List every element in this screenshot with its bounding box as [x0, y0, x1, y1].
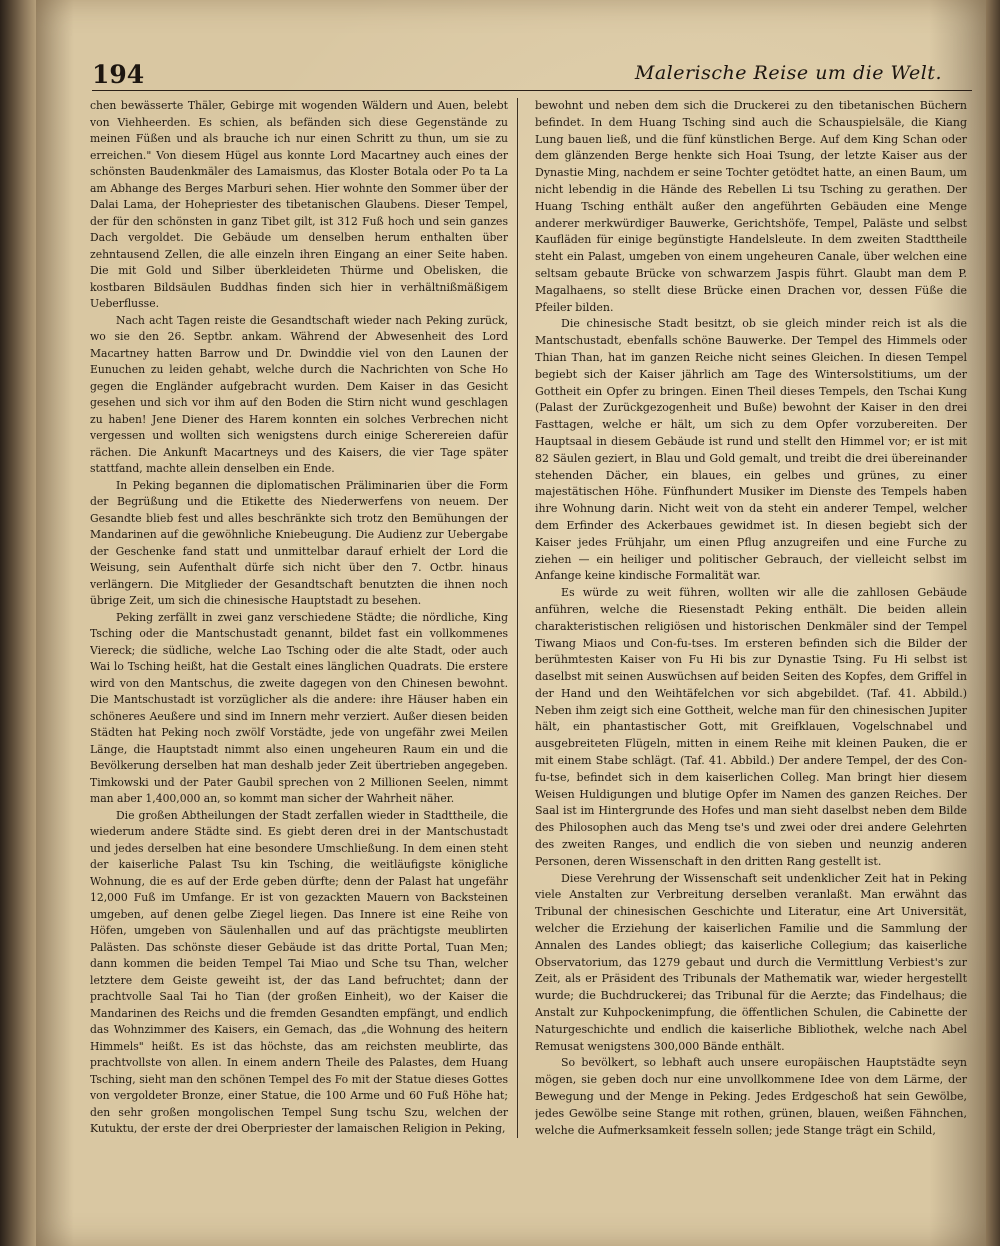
page-number: 194	[92, 60, 145, 89]
paragraph: chen bewässerte Thäler, Gebirge mit wogenden Wäldern und Auen, belebt von Viehheerden. Es schien, als befänden sich diese Gegenstände zu meinen Füßen und als brauche ich nur einen Schritt zu thun, um sie zu erreichen." Von diesem Hügel aus konnte Lord Macartney auch eines der schönsten Baudenkmäler des Lamaismus, das Kloster Botala oder Po ta La am Abhange des Berges Marburi sehen. Hier wohnte den Sommer über der Dalai Lama, der Hohepriester des tibetanischen Glaubens. Dieser Tempel, der für den schönsten in ganz Tibet gilt, ist 312 Fuß hoch und sein ganzes Dach vergoldet. Die Gebäude um denselben herum enthalten über zehntausend Zellen, die alle einzeln ihren Eingang an einer Seite haben. Die mit Gold und Silber überkleideten Thürme und Obelisken, die kostbaren Bildsäulen Buddhas finden sich hier in verhältnißmäßigem Ueberflusse.	[90, 99, 508, 310]
paragraph: Peking zerfällt in zwei ganz verschiedene Städte; die nördliche, King Tsching oder die Mantschustadt genannt, bildet fast ein vollkommenes Viereck; die südliche, welche Lao Tsching oder die alte Stadt, oder auch Wai lo Tsching heißt, hat die Gestalt eines länglichen Quadrats. Die erstere wird von den Mantschus, die zweite dagegen von den Chinesen bewohnt. Die Mantschustadt ist vorzüglicher als die andere: ihre Häuser haben ein schöneres Aeußere und sind im Innern mehr verziert. Außer diesen beiden Städten hat Peking noch zwölf Vorstädte, jede von ungefähr zwei Meilen Länge, die Hauptstadt nimmt also einen ungeheuren Raum ein und die Bevölkerung derselben hat man deshalb jeder Zeit übertrieben angegeben. Timkowski und der Pater Gaubil sprechen von 2 Millionen Seelen, nimmt man aber 1,400,000 an, so kommt man sicher der Wahrheit näher.	[90, 610, 508, 805]
paragraph: Es würde zu weit führen, wollten wir alle die zahllosen Gebäude anführen, welche die Riesenstadt Peking enthält. Die beiden allein charakteristischen religiösen und historischen Denkmäler sind der Tempel Tiwang Miaos und Con-fu-tses. Im ersteren befinden sich die Bilder der berühmtesten Kaiser von Fu Hi bis zur Dynastie Tsing. Fu Hi selbst ist daselbst mit seinen Auswüchsen auf beiden Seiten des Kopfes, dem Griffel in der Hand und den Weihtäfelchen vor sich abgebildet. (Taf. 41. Abbild.) Neben ihm zeigt sich eine Gottheit, welche man für den chinesischen Jupiter hält, ein phantastischer Gott, mit Greifklauen, Vogelschnabel und ausgebreiteten Flügeln, mitten in einem Reihe mit kleinen Pauken, die er mit einem Stabe schlägt. (Taf. 41. Abbild.) Der andere Tempel, der des Con-fu-tse, befindet sich in dem kaiserlichen Colleg. Man bringt hier diesem Weisen Huldigungen und blutige Opfer im Namen des ganzen Reiches. Der Saal ist im Hintergrunde des Hofes und man sieht daselbst neben dem Bilde des Philosophen auch das Meng tse's und zwei oder drei andere Gelehrten des zweiten Ranges, und endlich die von sieben und neunzig anderen Personen, deren Wissenschaft in den dritten Rang gestellt ist.	[535, 586, 967, 868]
paragraph: Die chinesische Stadt besitzt, ob sie gleich minder reich ist als die Mantschustadt, ebenfalls schöne Bauwerke. Der Tempel des Himmels oder Thian Than, hat im ganzen Reiche nicht seines Gleichen. In diesen Tempel begiebt sich der Kaiser jährlich am Tage des Wintersolstitiums, um der Gottheit ein Opfer zu bringen. Einen Theil dieses Tempels, den Tschai Kung (Palast der Zurückgezogenheit und Buße) bewohnt der Kaiser in den drei Fasttagen, welche er hält, um sich zu dem Opfer vorzubereiten. Der Hauptsaal in diesem Gebäude ist rund und stellt den Himmel vor; er ist mit 82 Säulen geziert, in Blau und Gold gemalt, und treibt die drei übereinander stehenden Dächer, ein blaues, ein gelbes und grünes, zu einer majestätischen Höhe. Fünfhundert Musiker im Dienste des Tempels haben ihre Wohnung darin. Nicht weit von da steht ein anderer Tempel, welcher dem Erfinder des Ackerbaues gewidmet ist. In diesen begiebt sich der Kaiser jedes Frühjahr, um einen Pflug anzugreifen und eine Furche zu ziehen — ein heiliger und politischer Gebrauch, der vielleicht selbst im Anfange keine kindische Formalität war.	[535, 317, 967, 583]
page-header	[92, 58, 972, 91]
running-title: Malerische Reise um die Welt.	[634, 62, 942, 84]
paragraph: So bevölkert, so lebhaft auch unsere europäischen Hauptstädte seyn mögen, sie geben doch nur eine unvollkommene Idee von dem Lärme, der Bewegung und der Menge in Peking. Jedes Erdgeschoß hat sein Gewölbe, jedes Gewölbe seine Stange mit rothen, grünen, blauen, weißen Fähnchen, welche die Aufmerksamkeit fesseln sollen; jede Stange trägt ein Schild,	[535, 1056, 967, 1137]
column-divider	[517, 98, 518, 1138]
paragraph: Diese Verehrung der Wissenschaft seit undenklicher Zeit hat in Peking viele Anstalten zur Verbreitung derselben veranlaßt. Man erwähnt das Tribunal der chinesischen Geschichte und Literatur, eine Art Universität, welcher die Erziehung der kaiserlichen Familie und die Sammlung der Annalen des Landes obliegt; das kaiserliche Collegium; das kaiserliche Observatorium, das 1279 gebaut und durch die Vermittlung Verbiest's zur Zeit, als er Präsident des Tribunals der Mathematik war, wieder hergestellt wurde; die Buchdruckerei; das Tribunal für die Aerzte; das Findelhaus; die Anstalt zur Kuhpockenimpfung, die öffentlichen Schulen, die Cabinette der Naturgeschichte und endlich die kaiserliche Bibliothek, welche nach Abel Remusat wenigstens 300,000 Bände enthält.	[535, 871, 967, 1053]
paragraph: In Peking begannen die diplomatischen Präliminarien über die Form der Begrüßung und die Etikette des Niederwerfens von neuem. Der Gesandte blieb fest und alles beschränkte sich trotz den Bemühungen der Mandarinen auf die gewöhnliche Kniebeugung. Die Audienz zur Uebergabe der Geschenke fand statt und unmittelbar darauf erhielt der Lord die Weisung, sein Aufenthalt dürfe sich nicht über den 7. Octbr. hinaus verlängern. Die Mitglieder der Gesandtschaft benutzten die ihnen noch übrige Zeit, um sich die chinesische Hauptstadt zu besehen.	[90, 478, 508, 607]
left-column	[90, 98, 508, 1138]
book-spine-edge	[0, 0, 40, 1246]
right-column	[535, 98, 967, 1138]
paragraph: Die großen Abtheilungen der Stadt zerfallen wieder in Stadttheile, die wiederum andere Städte sind. Es giebt deren drei in der Mantschustadt und jedes derselben hat eine besondere Umschließung. In dem einen steht der kaiserliche Palast Tsu kin Tsching, die weitläufigste königliche Wohnung, die es auf der Erde geben dürfte; denn der Palast hat ungefähr 12,000 Fuß im Umfange. Er ist von gezackten Mauern von Backsteinen umgeben, auf denen gelbe Ziegel liegen. Das Innere ist eine Reihe von Höfen, umgeben von Säulenhallen und auf das prächtigste meublirten Palästen. Das schönste dieser Gebäude ist das dritte Portal, Tuan Men; dann kommen die beiden Tempel Tai Miao und Sche tsu Than, welcher letztere dem Geiste geweiht ist, der das Land befruchtet; dann der prachtvolle Saal Tai ho Tian (der großen Einheit), wo der Kaiser die Mandarinen des Reichs und die fremden Gesandten empfängt, und endlich das Wohnzimmer des Kaisers, ein Gemach, das „die Wohnung des heitern Himmels" heißt. Es ist das höchste, das am reichsten meublirte, das prachtvollste von allen. In einem andern Theile des Palastes, dem Huang Tsching, sieht man den schönen Tempel des Fo mit der Statue dieses Gottes von vergoldeter Bronze, einer Statue, die 100 Arme und 60 Fuß Höhe hat; den sehr großen mongolischen Tempel Sung tschu Szu, welchen der Kutuktu, der erste der drei Oberpriester der lamaischen Religion in Peking,	[90, 808, 508, 1135]
page-right-edge	[986, 0, 1000, 1246]
paragraph: bewohnt und neben dem sich die Druckerei zu den tibetanischen Büchern befindet. In dem Huang Tsching sind auch die Schauspielsäle, die Kiang Lung bauen ließ, und die fünf künstlichen Berge. Auf dem King Schan oder dem glänzenden Berge henkte sich Hoai Tsung, der letzte Kaiser aus der Dynastie Ming, nachdem er seine Tochter getödtet hatte, an einen Baum, um nicht lebendig in die Hände des Rebellen Li tsu Tsching zu gerathen. Der Huang Tsching enthält außer den angeführten Gebäuden eine Menge anderer merkwürdiger Bauwerke, Gerichtshöfe, Tempel, Paläste und selbst Kaufläden für einige begünstigte Handelsleute. In dem zweiten Stadttheile steht ein Palast, umgeben von einem ungeheuren Canale, über welchen eine seltsam gebaute Brücke von schwarzem Jaspis führt. Glaubt man dem P. Magalhaens, so stellt diese Brücke einen Drachen vor, dessen Füße die Pfeiler bilden.	[535, 99, 967, 314]
paragraph: Nach acht Tagen reiste die Gesandtschaft wieder nach Peking zurück, wo sie den 26. Septbr. ankam. Während der Abwesenheit des Lord Macartney hatten Barrow und Dr. Dwinddie viel von den Launen der Eunuchen zu leiden gehabt, welche durch die Nachrichten von Sche Ho gegen die Engländer aufgebracht wurden. Dem Kaiser in das Gesicht gesehen und sich vor ihm auf den Boden die Stirn nicht wund geschlagen zu haben! Jene Diener des Harem konnten ein solches Verbrechen nicht vergessen und wollten sich wenigstens durch einige Scherereien dafür rächen. Die Ankunft Macartneys und des Kaisers, die vier Tage später stattfand, machte allein denselben ein Ende.	[90, 313, 508, 475]
